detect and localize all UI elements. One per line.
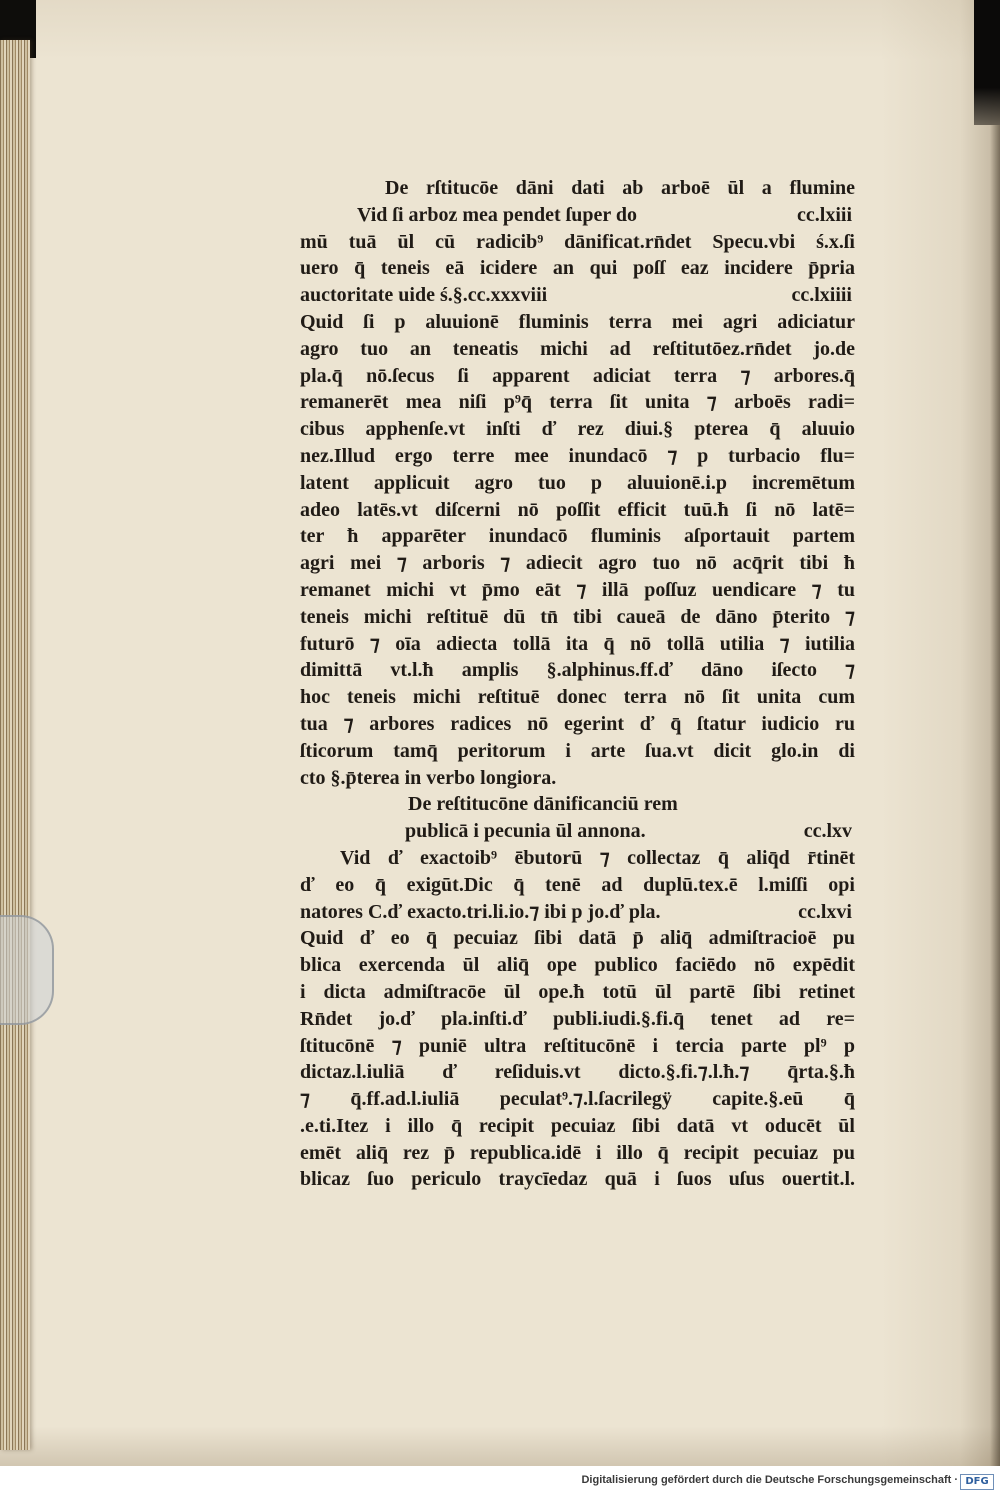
text-line: cto §.p̄terea in verbo longiora.	[300, 766, 557, 789]
text-line: cibus apphenſe.vt inſti ď rez diui.§ pterea q̄ aluuio	[300, 418, 855, 441]
text-line: dimittā vt.l.ħ amplis §.alphinus.ff.ď dāno iſecto ⁊	[300, 659, 855, 682]
text-line: remanet michi vt p̄mo eāt ⁊ illā poſſuz uendicare ⁊ tu	[300, 578, 855, 601]
text-line: blica exercenda ūl aliq̄ ope publico faciēdo nō expēdit	[300, 954, 855, 977]
text-line: Rn̄det jo.ď pla.inſti.ď publi.iudi.§.fi.q̄ tenet ad re=	[300, 1007, 855, 1030]
text-line: teneis michi reſtituē dū tn̄ tibi caueā de dāno p̄terito ⁊	[300, 605, 855, 628]
section-heading: De rſtitucōe dāni dati ab arboē ūl a flumine	[385, 177, 855, 199]
text-line: ter ħ apparēter inundacō fluminis aſportauit partem	[300, 525, 855, 548]
text-line: natores C.ď exacto.tri.li.io.⁊ ibi p jo.ď pla. cc.lxvi	[300, 899, 855, 926]
chapter-number: cc.lxvi	[798, 900, 852, 923]
chapter-number: cc.lxiiii	[791, 284, 852, 307]
text-line: tua ⁊ arbores radices nō egerint ď q̄ ſtatur iudicio ru	[300, 712, 855, 735]
text-line: nez.Illud ergo terre mee inundacō ⁊ p turbacio flu=	[300, 444, 855, 467]
section-heading: publicā i pecunia ūl annona. cc.lxv	[300, 818, 855, 845]
text-line: Quid ď eo q̄ pecuiaz ſibi datā p̄ aliq̄ admiſtracioē pu	[300, 927, 855, 950]
text-line: latent applicuit agro tuo p aluuionē.i.p incremētum	[300, 471, 855, 494]
funding-credit: Digitalisierung gefördert durch die Deutsche Forschungsgemeinschaft ·	[581, 1474, 958, 1486]
chapter-number: cc.lxiii	[797, 203, 852, 226]
text-line: uero q̄ teneis eā icidere an qui poſſ eaz incidere p̄pria	[300, 257, 855, 280]
text-line: ſticorum tamq̄ peritorum i arte ſua.vt dicit glo.in di	[300, 739, 855, 762]
text-line: ď eo q̄ exigūt.Dic q̄ tenē ad duplū.tex.ē l.miſſi opi	[300, 873, 855, 896]
section-heading: De reſtitucōne dānificanciū rem	[408, 793, 678, 816]
text-line: remanerēt mea niſi p⁹q̄ terra ſit unita ⁊ arboēs radi=	[300, 391, 855, 414]
text-block	[300, 175, 855, 1193]
text-line: agri mei ⁊ arboris ⁊ adiecit agro tuo nō acq̄rit tibi ħ	[300, 552, 855, 575]
page-clip-tab	[0, 915, 54, 1025]
text-line: Vid ſi arboz mea pendet ſuper do cc.lxiii	[300, 202, 855, 229]
text-line: agro tuo an teneatis michi ad reſtitutōez.rn̄det jo.de	[300, 337, 855, 360]
page-stack-edge	[0, 40, 30, 1450]
text-line: hoc teneis michi reſtituē donec terra nō ſit unita cum	[300, 686, 855, 709]
text-line: adeo latēs.vt diſcerni nō poſſit efficit tuū.ħ ſi nō latē=	[300, 498, 855, 521]
text-line: Quid ſi p aluuionē fluminis terra mei agri adiciatur	[300, 310, 855, 333]
text-line: Vid ď exactoib⁹ ēbutorū ⁊ collectaz q̄ aliq̄d r̄tinēt	[340, 846, 855, 869]
text-line: i dicta admiſtracōe ūl ope.ħ totū ūl partē ſibi retinet	[300, 980, 855, 1003]
text-line: pla.q̄ nō.ſecus ſi apparent adiciat terra ⁊ arbores.q̄	[300, 364, 855, 387]
text-line: futurō ⁊ oīa adiecta tollā ita q̄ nō tollā utilia ⁊ iutilia	[300, 632, 855, 655]
text-line: ſtitucōnē ⁊ puniē ultra reſtitucōnē i tercia parte pl⁹ p	[300, 1034, 855, 1057]
chapter-number: cc.lxv	[803, 820, 852, 843]
text-line: ⁊ q̄.ff.ad.l.iuliā peculat⁹.⁊.l.ſacrilegÿ capite.§.eū q̄	[300, 1088, 855, 1111]
dark-background-corner	[974, 0, 1000, 125]
text-line: .e.ti.Itez i illo q̄ recipit pecuiaz ſibi datā vt oducēt ūl	[300, 1114, 855, 1137]
text-line: blicaz ſuo periculo traycīedaz quā i ſuos uſus ouertit.l.	[300, 1168, 855, 1191]
dfg-logo: DFG	[960, 1474, 994, 1490]
text-line: dictaz.l.iuliā ď reſiduis.vt dicto.§.fi.⁊.l.ħ.⁊ q̄rta.§.ħ	[300, 1061, 855, 1084]
text-line: emēt aliq̄ rez p̄ republica.idē i illo q̄ recipit pecuiaz pu	[300, 1141, 855, 1164]
gutter-shadow	[990, 125, 1000, 1466]
text-line: auctoritate uide ś.§.cc.xxxviii cc.lxiiii	[300, 282, 855, 309]
text-line: mū tuā ūl cū radicib⁹ dānificat.rn̄det Specu.vbi ś.x.ſi	[300, 230, 855, 253]
footer-bar	[0, 1466, 1000, 1496]
